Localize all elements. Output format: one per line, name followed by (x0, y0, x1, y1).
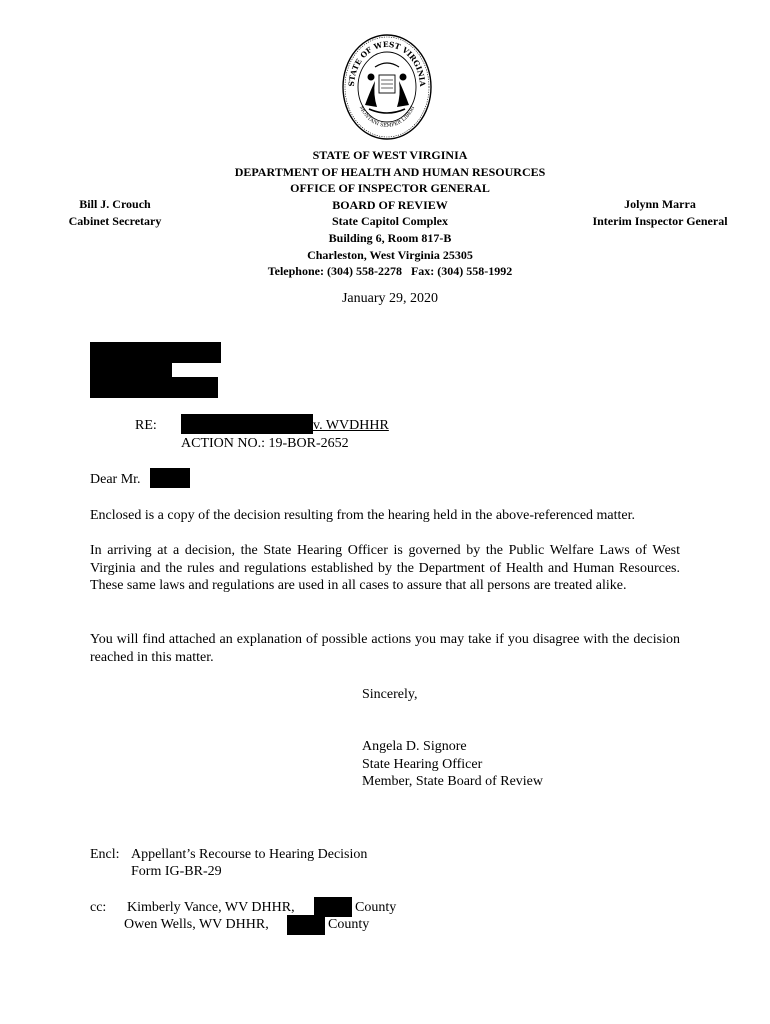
inspector-general-block (580, 196, 740, 229)
closing: Sincerely, (362, 687, 418, 702)
letterhead-building: Building 6, Room 817-B (328, 230, 452, 245)
inspector-general-name: Jolynn Marra (624, 197, 696, 211)
enclosure-line-2: Form IG-BR-29 (131, 864, 222, 879)
seal-bottom-text: MONTANI SEMPER LIBERI (357, 105, 417, 129)
paragraph-governed: In arriving at a decision, the State Hearing Officer is governed by the Public Welfare Laws of West Virginia and the rules and regulations established by the Department of Health and Human Resources. These same laws and regulations are used in all cases to assure that all persons are treated alike. (90, 543, 680, 593)
cc-line-2-county: County (328, 917, 370, 932)
seal-top-text: STATE OF WEST VIRGINIA (346, 39, 428, 87)
cc-label: cc: (90, 900, 107, 915)
letterhead-phone: Telephone: (304) 558-2278 Fax: (304) 558-1992 (267, 264, 513, 279)
enclosure-line-1: Appellant’s Recourse to Hearing Decision (131, 847, 368, 862)
paragraph-enclosed: Enclosed is a copy of the decision resulting from the hearing held in the above-referenced matter. (90, 508, 636, 523)
signer-title: State Hearing Officer (362, 757, 483, 772)
cabinet-secretary-name: Bill J. Crouch (79, 197, 151, 211)
redacted-county-2 (287, 915, 325, 935)
cc-line-1-county: County (355, 900, 397, 915)
redacted-surname (150, 468, 190, 488)
letterhead-office: OFFICE OF INSPECTOR GENERAL (290, 181, 490, 196)
letterhead-department: DEPARTMENT OF HEALTH AND HUMAN RESOURCES (234, 164, 546, 179)
signer-name: Angela D. Signore (362, 739, 467, 754)
letterhead-board: BOARD OF REVIEW (332, 197, 448, 212)
letterhead-state: STATE OF WEST VIRGINIA (312, 148, 468, 162)
re-case-title: v. WVDHHR (313, 418, 389, 433)
paragraph-actions: You will find attached an explanation of possible actions you may take if you disagree with the decision reached in this matter. (90, 632, 680, 665)
letterhead-complex: State Capitol Complex (332, 214, 448, 229)
svg-text:MONTANI SEMPER LIBERI (358, 105, 416, 129)
cc-line-1: Kimberly Vance, WV DHHR, (127, 900, 295, 915)
inspector-general-title: Interim Inspector General (592, 213, 728, 228)
cabinet-secretary-title: Cabinet Secretary (68, 213, 162, 228)
cc-line-2: Owen Wells, WV DHHR, (124, 917, 269, 932)
action-number: ACTION NO.: 19-BOR-2652 (181, 436, 349, 451)
signer-member: Member, State Board of Review (362, 774, 544, 789)
state-seal (341, 33, 433, 141)
letterhead (170, 147, 610, 280)
redacted-address-line-3 (90, 377, 218, 398)
redacted-address-line-2 (90, 363, 172, 377)
letter-date: January 29, 2020 (341, 291, 439, 306)
cabinet-secretary-block (50, 196, 180, 229)
re-label: RE: (135, 418, 157, 433)
redacted-address-line-1 (90, 342, 221, 363)
enclosure-label: Encl: (90, 847, 120, 862)
salutation: Dear Mr. (90, 472, 141, 487)
letterhead-city: Charleston, West Virginia 25305 (307, 247, 473, 262)
redacted-county-1 (314, 897, 352, 917)
redacted-appellant-name (181, 414, 313, 434)
